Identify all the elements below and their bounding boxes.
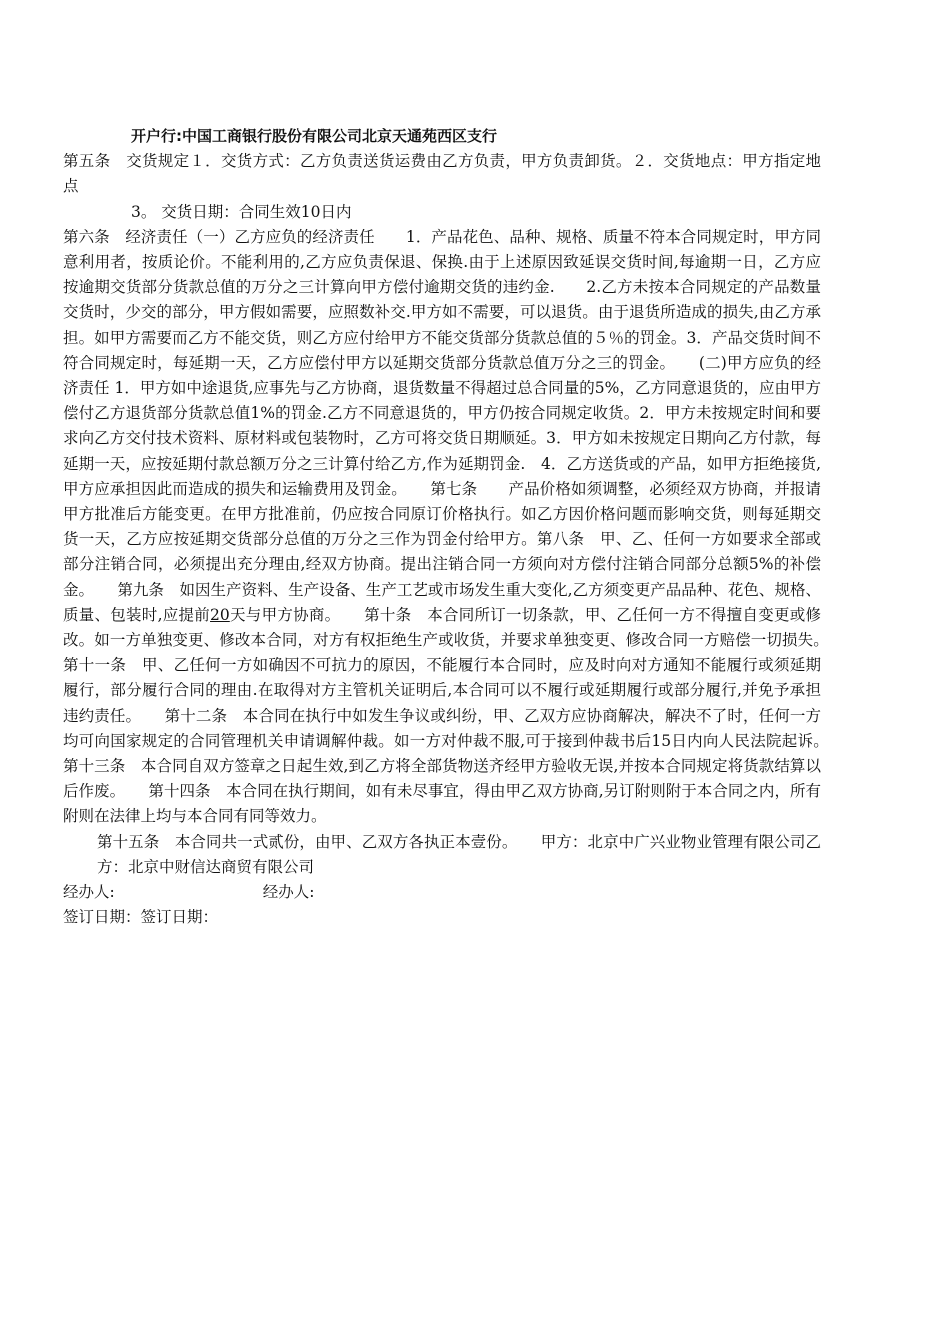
contract-text [63,124,853,931]
handler-label-a: 经办人: [63,883,115,902]
handler-label-b: 经办人: [262,883,315,902]
handler-line [63,880,821,905]
contract-body [63,225,853,830]
article-5-delivery-date: 3。 交货日期：合同生效10日内 [131,202,352,221]
bank-line: 开户行:中国工商银行股份有限公司北京天通苑西区支行 [131,127,498,145]
article-15: 第十五条 本合同共一式贰份，由甲、乙双方各执正本壹份。 甲方：北京中广兴业物业管理有限公司乙方：北京中财信达商贸有限公司 [97,832,821,876]
body-part-a: 第六条 经济责任（一）乙方应负的经济责任 1．产品花色、品种、规格、质量不符本合同规定时，甲方同意利用者，按质论价。不能利用的,乙方应负责保退、保换.由于上述原因致延误交货时间,每逾期一日，乙方应按逾期交货部分货款总值的万分之三计算向甲方偿付逾期交货的违约金. 2.乙方未按本合同规定的产品数量交货时，少交的部分，甲方假如需要，应照数补交.甲方如不需要，可以退货。由于退货所造成的损失,由乙方承担。如甲方需要而乙方不能交货，则乙方应付给甲方不能交货部分货款总值的５％的罚金。3．产品交货时间不符合同规定时，每延期一天，乙方应偿付甲方以延期交货部分货款总值万分之三的罚金。 (二)甲方应负的经济责任 1．甲方如中途退货,应事先与乙方协商，退货数量不得超过总合同量的5%，乙方同意退货的，应由甲方偿付乙方退货部分货款总值1%的罚金.乙方不同意退货的，甲方仍按合同规定收货。2．甲方未按规定时间和要求向乙方交付技术资料、原材料或包装物时，乙方可将交货日期顺延。3．甲方如未按规定日期向乙方付款，每延期一天，应按延期付款总额万分之三计算付给乙方,作为延期罚金. 4．乙方送货或的产品，如甲方拒绝接货,甲方应承担因此而造成的损失和运输费用及罚金。 第七条 产品价格如须调整，必须经双方协商，并报请甲方批准后方能变更。在甲方批准前，仍应按合同原订价格执行。如乙方因价格问题而影响交货，则每延期交货一天，乙方应按延期交货部分总值的万分之三作为罚金付给甲方。第八条 甲、乙、任何一方如要求全部或部分注销合同，必须提出充分理由,经双方协商。提出注销合同一方须向对方偿付注销合同部分总额5%的补偿金。 第九条 如因生产资料、生产设备、生产工艺或市场发生重大变化,乙方须变更产品品种、花色、规格、质量、包装时,应提前 [63,227,821,624]
body-part-b: 天与甲方协商。 第十条 本合同所订一切条款，甲、乙任何一方不得擅自变更或修改。如一方单独变更、修改本合同，对方有权拒绝生产或收货，并要求单独变更、修改合同一方赔偿一切损失。 第十一条 甲、乙任何一方如确因不可抗力的原因，不能履行本合同时，应及时向对方通知不能履行或须延期履行，部分履行合同的理由.在取得对方主管机关证明后,本合同可以不履行或延期履行或部分履行,并免予承担违约责任。 第十二条 本合同在执行中如发生争议或纠纷，甲、乙双方应协商解决，解决不了时，任何一方均可向国家规定的合同管理机关申请调解仲裁。如一方对仲裁不服,可于接到仲裁书后15日内向人民法院起诉。 第十三条 本合同自双方签章之日起生效,到乙方将全部货物送齐经甲方验收无误,并按本合同规定将货款结算以后作废。 第十四条 本合同在执行期间，如有未尽事宜，得由甲乙双方协商,另订附则附于本合同之内，所有附则在法律上均与本合同有同等效力。 [63,605,853,826]
notice-days: 20 [210,605,230,624]
article-5: 第五条 交货规定１．交货方式：乙方负责送货运费由乙方负责，甲方负责卸货。２．交货地点：甲方指定地点 [63,152,821,196]
sign-date-line: 签订日期：签订日期： [63,908,219,927]
